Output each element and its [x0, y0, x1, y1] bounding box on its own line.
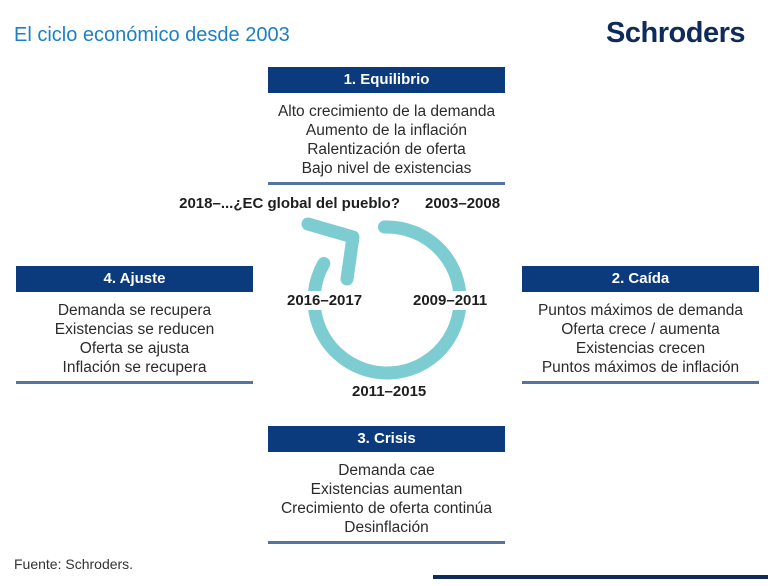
list-item: Oferta crece / aumenta	[561, 321, 720, 338]
list-item: Ralentización de oferta	[307, 141, 466, 158]
list-item: Bajo nivel de existencias	[301, 160, 472, 177]
box-equilibrio-items	[268, 93, 505, 185]
list-item: Puntos máximos de inflación	[541, 359, 740, 376]
box-equilibrio-title: 1. Equilibrio	[268, 67, 505, 93]
list-item: Demanda cae	[338, 462, 435, 479]
box-caida-title: 2. Caída	[522, 266, 759, 292]
footer-rule	[433, 575, 768, 579]
list-item: Inflación se recupera	[62, 359, 207, 376]
box-caida	[522, 266, 759, 384]
cycle-label-2003-2008: 2003–2008	[425, 195, 501, 212]
list-item: Desinflación	[344, 519, 429, 536]
cycle-label-2018: 2018–...¿EC global del pueblo?	[179, 195, 400, 212]
list-item: Alto crecimiento de la demanda	[277, 103, 496, 120]
box-ajuste-title: 4. Ajuste	[16, 266, 253, 292]
cycle-label-2016-2017: 2016–2017	[283, 291, 366, 310]
list-item: Crecimiento de oferta continúa	[280, 500, 493, 517]
box-ajuste	[16, 266, 253, 384]
box-crisis	[268, 426, 505, 544]
list-item: Existencias se reducen	[54, 321, 215, 338]
box-crisis-items	[268, 452, 505, 544]
page-title: El ciclo económico desde 2003	[14, 24, 290, 46]
source-note: Fuente: Schroders.	[14, 556, 134, 572]
list-item: Existencias aumentan	[310, 481, 463, 498]
box-crisis-title: 3. Crisis	[268, 426, 505, 452]
list-item: Demanda se recupera	[57, 302, 212, 319]
box-ajuste-items	[16, 292, 253, 384]
list-item: Aumento de la inflación	[305, 122, 468, 139]
list-item: Oferta se ajusta	[79, 340, 190, 357]
box-caida-items	[522, 292, 759, 384]
box-equilibrio	[268, 67, 505, 185]
cycle-label-2011-2015: 2011–2015	[348, 382, 430, 401]
cycle-label-2009-2011: 2009–2011	[409, 291, 491, 310]
list-item: Puntos máximos de demanda	[537, 302, 744, 319]
list-item: Existencias crecen	[575, 340, 706, 357]
schroders-logo: Schroders	[606, 17, 745, 49]
